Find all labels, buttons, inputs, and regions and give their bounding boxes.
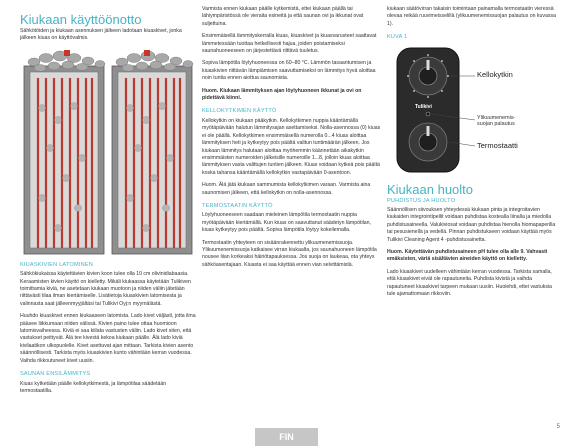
maintenance-note [387, 249, 557, 264]
thermostat-text: Löylyhuoneeseen saadaan mieleinen lämpötila termostaatin nuppia myötäpäivään kiertämällä. Kun kiuas on saavuttanut säädetyn lämpötilan, kiuas kytkeytyy pois päältä. Sopiva lämpötila löytyy kokeilemalla. [202, 212, 371, 234]
heater-right-figure [112, 50, 193, 254]
maintenance-heading: PUHDISTUS JA HUOLTO [387, 197, 456, 204]
maintenance-note-bold: Huom. Käytettävän puhdistusaineen pH tulee olla alle 9. Vahvasti emäksisten, väriä sisältävien aineiden käyttö on kielletty. [387, 249, 548, 263]
label-overheat-reset: Ylikuumenemis- suojan palautus [477, 114, 516, 128]
first-heating-text: Kiuas kytketään päälle kellokytkimestä, ja lämpötilaa säädetään termostaatilla. [20, 380, 167, 394]
figure-caption: KUVA 1 [387, 34, 408, 41]
column-middle [202, 6, 382, 274]
label-clock-switch: Kellokytkin [477, 69, 513, 79]
heater-illustration [20, 48, 197, 256]
label-thermostat: Termostaatti [477, 140, 518, 150]
maintenance-title: Kiukaan huolto [387, 181, 474, 197]
language-tab: FIN [255, 428, 318, 446]
overheat-text: Termostaatin yhteyteen on sisäänrakennettu ylikuumenemissuoja. Ylikuumenemissuoja katkaisee virran kiukaalta, jos saunahuoneen lämpötila nousee liian korkeaksi häiriötapauksessa. Jos suoja on laukeaa, ota yhteys sähköasentajaan. Kiuasta ei saa käyttää ennen vian selvittämistä. [202, 239, 377, 268]
maintenance-text: Säännöllisen siivouksen yhteydessä kiukaan pinta ja integroitavien kiukaiden integrointipellit voidaan puhdistaa kostealla liinalla ja miedolla puhdistusaineella. Valukiviosat voidaan puhdistaa hienolla hiomapaperilla tai pesusienellä ja vedellä. Pinnan puhdistukseen voidaan käyttää myös Tulikivi Cleaning Agent 4 -puhdistusainetta. [387, 207, 556, 243]
intro-text: Sähkötöiden ja kiukaan asennuksen jälkeen ladotaan kiuaskivet, jonka jälkeen kiuas on käyttövalmis. [20, 28, 182, 42]
thermostat-heading: TERMOSTAATIN KÄYTTÖ [202, 202, 273, 209]
page-title: Kiukaan käyttöönotto [20, 12, 142, 27]
first-heating-heading: SAUNAN ENSILÄMMITYS [20, 371, 91, 378]
brand-logo: Tulikivi [415, 103, 432, 110]
heater-drawing [20, 48, 197, 256]
note-bold: Huom. Kiukaan lämmityksen ajan löylyhuoneen ikkunat ja ovi on pidettävä kiinni. [202, 87, 362, 102]
page-number: 5 [556, 424, 560, 430]
temperature-note [202, 88, 382, 103]
column-left [20, 6, 197, 400]
first-heat-smell-text: Ensimmäisellä lämmityskerralla kiuas, kiuaskivet ja kiuasvarusteet saattavat lämmetessään tuottaa hetkellisesti hajua, joiden poistamiseksi saunahuoneeseen on järjestettävä riittävä tuuletus. [202, 33, 377, 55]
heater-left-figure [24, 50, 105, 254]
stones-text: Sähkökiukaissa käytettävien kivien koon tulee olla 10 cm olivinidiabaasia. Keraamisten kivien käyttö on kielletty. Mikäli kiukaassa käytetään Tulikiven toimittamia kiviä, ne asetetaan kiukaan muotoon ja niiden väliin jätetään riittävästi tilaa ilman kiertämiselle. Lisätietoja kiuaskivien latomisesta ja valinnasta saat jälleenmyyjältäsi tai Tulikivi Oyj:n myymälästä. [20, 271, 191, 307]
control-panel-figure [387, 44, 557, 176]
reset-text: kiukaan säätövirran takaisin toimintaan painamalla termostaatin vieressä olevaa reikää ruuvimeisselillä (ylikuumenemissuojan palautus on kuvassa 1). [387, 6, 556, 27]
column-right [387, 6, 557, 304]
control-panel-drawing [387, 44, 557, 176]
maintenance-text-2: Lado kiuaskivet uudelleen vähintään kerran vuodessa. Tarkista samalla, että kiuaskivet eivät ole rapautuneita. Puhdista kivistä ja vaihda rapautuneet kiuaskivet tarpeen mukaan uusiin. Huolehdi, ettei vastuksia tule ajamattomaan rikkoviin. [387, 268, 552, 298]
clock-switch-text: Kellokytkin on kiukaan pääkytkin. Kellokytkimen nuppia kääntämällä myötäpäivään halutun lämmitysajan asettamiseksi. Nolla-asennossa (0) kiuas ei ole päällä. Kellokytkimen ensimmäisellä numerolla 0...4 kiuas aloittaa lämmityksen heti ja kytkeytyy pois päältä valitun tuntimäärän jälkeen. Jos kiukaan lämmitys halutaan aloittaa myöhemmin käännetään aikakytkin ensimmäisten numeroiden jälkeisille numeroille 1...8, jolloin kiuas aloittaa lämmityksen vasta valittujen tuntien jälkeen. Kiuas voidaan kytkeä pois päältä koska tahansa kääntämällä kellokytkin vastapäivään 0-asentoon. [202, 117, 381, 176]
reset-hole [426, 112, 430, 116]
pre-check-text: Varmista ennen kiukaan päälle kytkemistä, ettei kiukaan päällä tai lähiympäristössä ole vieraita esineitä ja että saunan ovi ja ikkunat ovat suljettuina. [202, 6, 364, 27]
clock-switch-note: Huom. Älä jätä kiukaan sammumista kellokytkimen varaan. Varmista aina saunomisen jälkeen, että kellokytkin on nolla-asennossa. [202, 182, 371, 196]
stones-heading: KIUASKIVIEN LATOMINEN [20, 261, 93, 268]
stones-text-2: Huuhdo kiuaskivet ennen kiukaaseen latomista. Lado kivet väljästi, jotta ilma pääsee liikkumaan niiden välissä. Kivien paino tulee ottaa huomioon latomisvaiheessa. Kiviä ei saa kiilata vastusten väliin. Lado kivet siten, että vastukset peittyvät. Älä tee kivestä kekoa kiukaan päälle. Älä lado kiviä kivilaatikon ulkopuolelle. Kivet asettuvat ajan mittaan. Tarkista kivien asento säännöllisesti. Tarkista myös kiuaskivien kunto vähintään kerran vuodessa. Vaihda rikkoutuneet kivet uusiin. [20, 313, 196, 364]
temperature-text: Sopiva lämpötila löylyhuoneessa on 60–80 °C. Lämmön tasaantumisen ja kiuaskivien riittävän lämpiämisen saavuttamiseksi on lämmitys hyvä aloittaa noin tuntia ennen aiottua saunomista. [202, 60, 376, 82]
clock-switch-heading: KELLOKYTKIMEN KÄYTTÖ [202, 108, 277, 115]
